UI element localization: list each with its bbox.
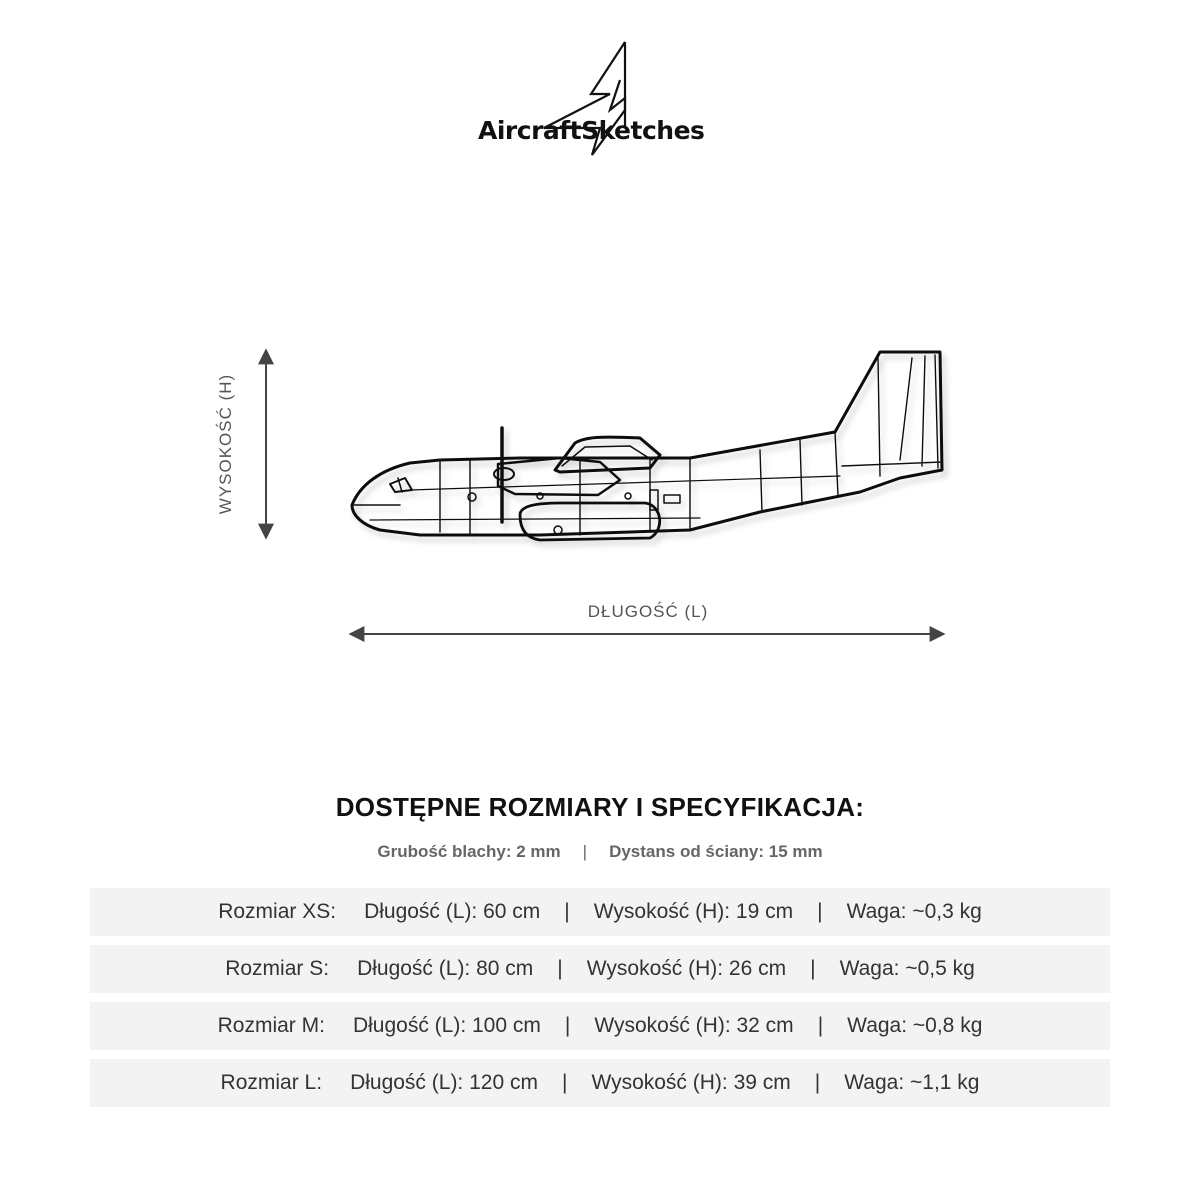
length-value: Długość (L): 120 cm	[350, 1071, 538, 1094]
thickness-spec: Grubość blachy: 2 mm	[377, 842, 561, 861]
size-row-xs	[90, 888, 1110, 936]
length-value: Długość (L): 100 cm	[352, 1014, 541, 1037]
separator: |	[817, 1014, 824, 1037]
specs-title: DOSTĘPNE ROZMIARY I SPECYFIKACJA:	[335, 792, 865, 822]
height-label: WYSOKOŚĆ (H)	[216, 373, 235, 515]
logo-text: AircraftSketches	[478, 116, 705, 145]
separator: |	[582, 842, 588, 861]
size-row-s	[90, 945, 1110, 993]
weight-value: Waga: ~0,3 kg	[846, 900, 982, 923]
size-name: Rozmiar XS:	[218, 900, 337, 923]
separator: |	[564, 1014, 571, 1037]
separator: |	[814, 1071, 821, 1094]
length-value: Długość (L): 80 cm	[357, 957, 534, 980]
distance-spec: Dystans od ściany: 15 mm	[609, 842, 823, 861]
weight-value: Waga: ~0,5 kg	[839, 957, 975, 980]
size-name: Rozmiar L:	[220, 1071, 323, 1094]
airplane-silhouette	[352, 352, 942, 540]
weight-value: Waga: ~0,8 kg	[847, 1014, 983, 1037]
size-name: Rozmiar S:	[225, 957, 330, 980]
specs-subtitle	[0, 842, 1200, 862]
height-value: Wysokość (H): 32 cm	[594, 1014, 794, 1037]
weight-value: Waga: ~1,1 kg	[844, 1071, 980, 1094]
size-row-m	[90, 1002, 1110, 1050]
size-name: Rozmiar M:	[217, 1014, 325, 1037]
length-label: DŁUGOŚĆ (L)	[587, 602, 709, 621]
separator: |	[817, 900, 823, 923]
height-value: Wysokość (H): 39 cm	[591, 1071, 791, 1094]
separator: |	[557, 957, 563, 980]
size-table	[90, 888, 1110, 1116]
size-row-l	[90, 1059, 1110, 1107]
separator: |	[564, 900, 570, 923]
length-value: Długość (L): 60 cm	[364, 900, 541, 923]
height-value: Wysokość (H): 19 cm	[593, 900, 794, 923]
height-value: Wysokość (H): 26 cm	[586, 957, 787, 980]
separator: |	[561, 1071, 568, 1094]
separator: |	[810, 957, 816, 980]
